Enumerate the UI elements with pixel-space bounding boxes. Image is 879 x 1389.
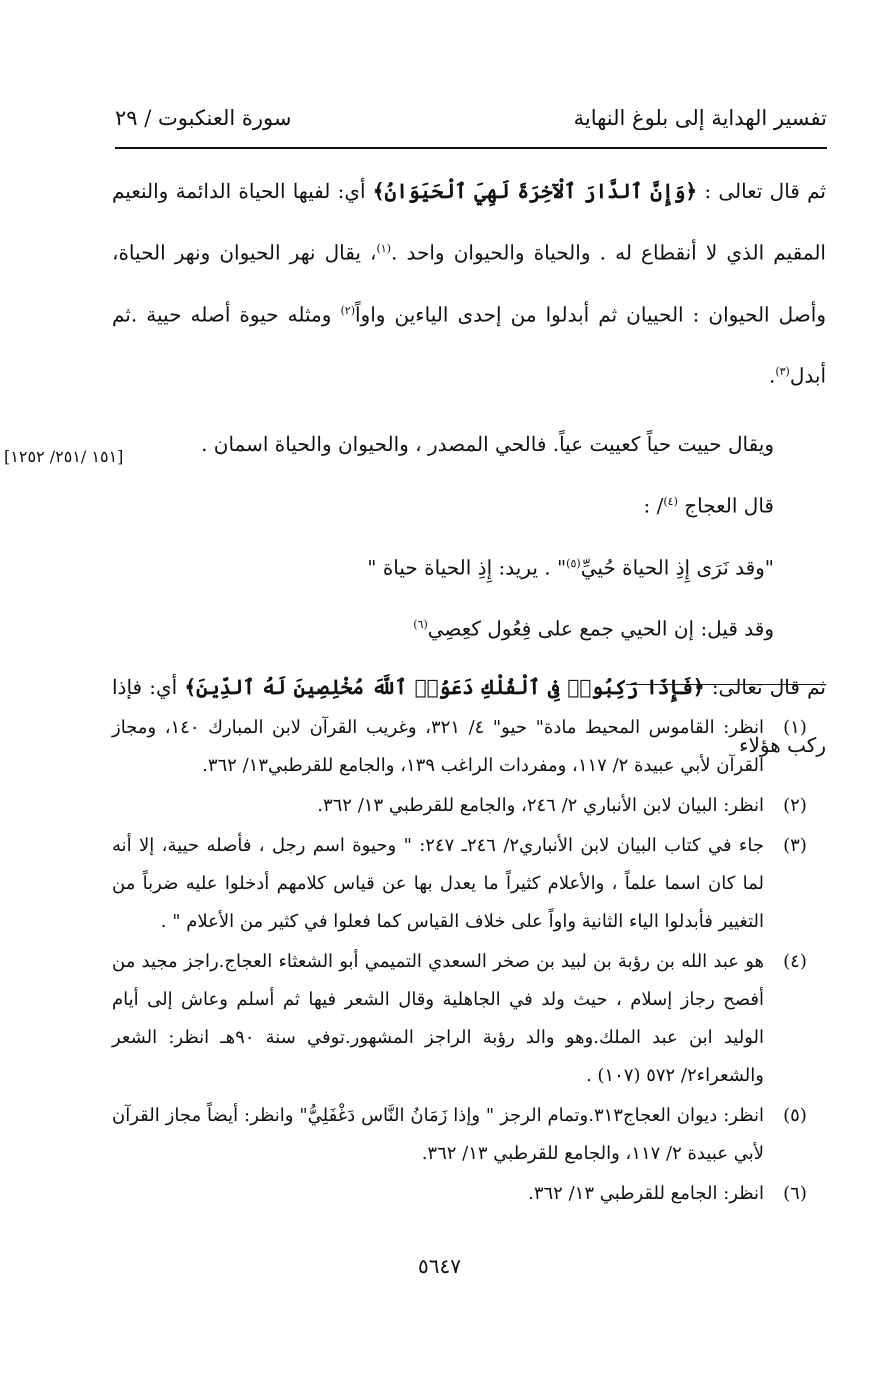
footnote-text: انظر: البيان لابن الأنباري ٢/ ٢٤٦، والجامع للقرطبي ١٣/ ٣٦٢. bbox=[317, 795, 764, 816]
footnote-ref-6[interactable]: (٦) bbox=[413, 618, 428, 632]
paragraph-2: ويقال حييت حياً كعييت عياً. فالحي المصدر ، والحيوان والحياة اسمان . bbox=[201, 431, 774, 456]
paragraph-5 bbox=[112, 596, 826, 658]
para4-text-2: " . يريد: إِذِ الحياة حياة " bbox=[367, 555, 567, 580]
footnote-number: (٤) bbox=[783, 951, 807, 972]
main-text bbox=[112, 162, 826, 774]
footnote-number: (٣) bbox=[783, 835, 807, 856]
para6-intro: ثم قال تعالى: bbox=[704, 674, 826, 699]
footnote-number: (٦) bbox=[783, 1183, 807, 1204]
footnote-ref-4[interactable]: (٤) bbox=[663, 494, 678, 508]
footnote-text: انظر: ديوان العجاج٣١٣.وتمام الرجز " وإذا زَمَانُ النَّاس دَغْفَلِيُّ" وانظر: أيضاً مجاز القرآن لأبي عبيدة ٢/ ١١٧، والجامع للقرطبي ١٣/ ٣٦٢. bbox=[112, 1105, 764, 1164]
page-header bbox=[115, 98, 827, 142]
para1-text: أي: لفيها الحياة الدائمة والنعيم المقيم الذي لا أنقطاع له . والحياة والحيوان واحد . bbox=[112, 179, 826, 265]
manuscript-margin-reference: [١٥١ /٢٥١/ ١٢٥٢] bbox=[4, 447, 124, 466]
footnote-divider bbox=[626, 684, 826, 685]
para4-text: "وقد نَرَى إِذِ الحياة حُييِّ bbox=[580, 555, 774, 580]
para6-text: أي: فإذا ركب هؤلاء bbox=[112, 674, 826, 757]
para3-text: قال العجاج bbox=[677, 493, 774, 518]
paragraph-1 bbox=[112, 162, 826, 405]
para1-text-3: ومثله حيوة أصله حيية .ثم أبدل bbox=[112, 302, 826, 388]
footnote-ref-3[interactable]: (٣) bbox=[775, 365, 790, 379]
para5-text: وقد قيل: إن الحيي جمع على فِعُول كعِصِي bbox=[427, 616, 774, 641]
footnotes bbox=[112, 709, 826, 1215]
footnote-item bbox=[112, 1097, 826, 1173]
para1-intro: ثم قال تعالى : bbox=[697, 179, 826, 203]
footnote-item bbox=[112, 709, 826, 785]
footnote-item bbox=[112, 787, 826, 825]
para3-text-2: / : bbox=[643, 493, 664, 518]
book-title: تفسير الهداية إلى بلوغ النهاية bbox=[573, 106, 827, 130]
footnote-ref-5[interactable]: (٥) bbox=[566, 556, 581, 570]
paragraph-3 bbox=[112, 473, 826, 535]
footnote-number: (٥) bbox=[783, 1105, 807, 1126]
footnote-item bbox=[112, 1175, 826, 1213]
footnote-text: جاء في كتاب البيان لابن الأنباري٢/ ٢٤٦ـ ٢٤٧: " وحيوة اسم رجل ، فأصله حيية، إلا أنه لما كان اسما علماً ، والأعلام كثيراً ما يعدل بها عن قياس كلامهم أدخلوا عليه ضرباً من التغيير فأبدلوا الياء الثانية واواً على خلاف القياس كما فعلوا في كثير من الأعلام " . bbox=[112, 835, 764, 932]
footnote-number: (١) bbox=[783, 717, 807, 738]
footnote-text: هو عبد الله بن رؤبة بن لبيد بن صخر السعدي التميمي أبو الشعثاء العجاج.راجز مجيد من أفصح رجاز إسلام ، حيث ولد في الجاهلية وقال الشعر فيها ثم أسلم وعاش إلى أيام الوليد ابن عبد الملك.وهو والد رؤبة الراجز المشهور.توفي سنة ٩٠هـ انظر: الشعر والشعراء٢/ ٥٧٢ (١٠٧) . bbox=[112, 951, 765, 1086]
quran-verse-2: ﴿فَإِذَا رَكِبُوا۟ فِى ٱلْفُلْكِ دَعَوُا۟ ٱللَّهَ مُخْلِصِينَ لَهُ ٱلدِّينَ﴾ bbox=[184, 674, 705, 699]
para1-text-4: . bbox=[768, 363, 776, 388]
footnote-text: انظر: القاموس المحيط مادة" حيو" ٤/ ٣٢١، وغريب القرآن لابن المبارك ١٤٠، ومجاز القرآن لأبي عبيدة ٢/ ١١٧، ومفردات الراغب ١٣٩، والجامع للقرطبي١٣/ ٣٦٢. bbox=[112, 717, 764, 776]
page-number: ٥٦٤٧ bbox=[418, 1254, 461, 1278]
header-divider bbox=[115, 147, 827, 149]
footnote-ref-2[interactable]: (٢) bbox=[340, 303, 355, 317]
footnote-item bbox=[112, 943, 826, 1095]
surah-title: سورة العنكبوت / ٢٩ bbox=[115, 106, 292, 130]
quran-verse-1: ﴿وَإِنَّ ٱلدَّارَ ٱلْآخِرَةَ لَهِيَ ٱلْحَيَوَانُ﴾ bbox=[372, 179, 698, 203]
footnote-item bbox=[112, 827, 826, 941]
footnote-ref-1[interactable]: (١) bbox=[376, 242, 392, 255]
paragraph-4 bbox=[112, 535, 826, 597]
footnote-number: (٢) bbox=[783, 795, 807, 816]
footnote-text: انظر: الجامع للقرطبي ١٣/ ٣٦٢. bbox=[528, 1183, 764, 1204]
para1-text-2: ، يقال نهر الحيوان ونهر الحياة، وأصل الحيوان : الحييان ثم أبدلوا من إحدى الياءين واواً bbox=[112, 240, 826, 327]
